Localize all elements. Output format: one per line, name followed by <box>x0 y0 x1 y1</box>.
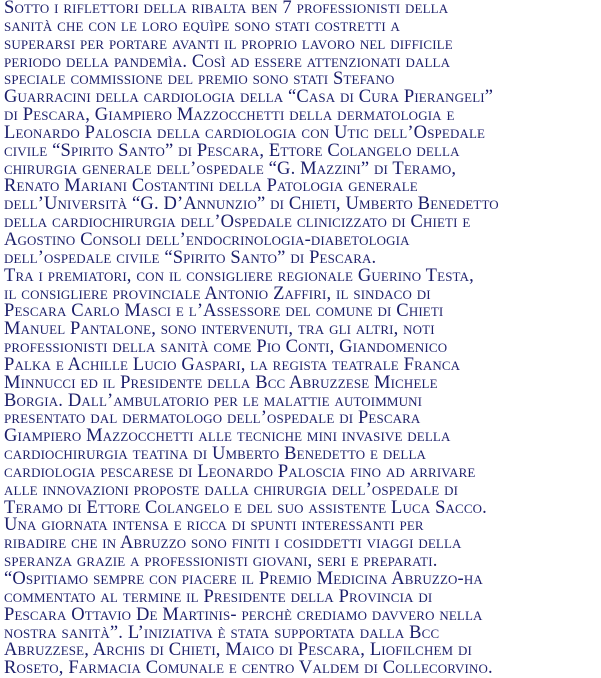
article-line: Roseto, Farmacia Comunale e centro Valdem di Collecorvino. <box>4 657 493 678</box>
article-line: presentato dal dermatologo dell’ospedale di Pescara <box>4 407 421 429</box>
article-line: Pescara Ottavio De Martinis- perchè crediamo davvero nella <box>4 603 483 625</box>
article-line: della cardiochirurgia dell’Ospedale clinicizzato di Chieti e <box>4 211 471 233</box>
article-line: di Pescara, Giampiero Mazzocchetti della dermatologia e <box>4 104 455 126</box>
article-line: chirurgia generale dell’ospedale “G. Mazzini” di Teramo, <box>4 157 457 179</box>
article-line: sanità che con le loro equìpe sono stati costretti a <box>4 14 401 36</box>
article-line: cardiochirurgia teatina di Umberto Benedetto e della <box>4 443 427 465</box>
article-line: periodo della pandemìa. Così ad essere attenzionati dalla <box>4 50 451 72</box>
article-line: Renato Mariani Costantini della Patologia generale <box>4 175 418 197</box>
article-line: superarsi per portare avanti il proprio lavoro nel difficile <box>4 32 453 54</box>
article-line: Manuel Pantalone, sono intervenuti, tra gli altri, noti <box>4 318 435 340</box>
article-line: professionisti della sanità come Pio Conti, Giandomenico <box>4 336 448 358</box>
article-line: Pescara Carlo Masci e l’Assessore del comune di Chieti <box>4 300 444 322</box>
article-line: Minnucci ed il Presidente della Bcc Abruzzese Michele <box>4 371 438 393</box>
article-line: il consigliere provinciale Antonio Zaffiri, il sindaco di <box>4 282 431 304</box>
article-line: nostra sanità”. L’iniziativa è stata supportata dalla Bcc <box>4 621 440 643</box>
article-line: Tra i premiatori, con il consigliere regionale Guerino Testa, <box>4 264 474 286</box>
article-line: Borgia. Dall’ambulatorio per le malattie autoimmuni <box>4 389 423 411</box>
article-line: Giampiero Mazzocchetti alle tecniche mini invasive della <box>4 425 451 447</box>
article-line: Abruzzese, Archis di Chieti, Maico di Pescara, Liofilchem di <box>4 639 472 661</box>
article-line: speciale commissione del premio sono stati Stefano <box>4 68 395 90</box>
article-line: Agostino Consoli dell’endocrinologia-diabetologia <box>4 228 410 250</box>
article-line: alle innovazioni proposte dalla chirurgia dell’ospedale di <box>4 478 459 500</box>
article-line: Sotto i riflettori della ribalta ben 7 professionisti della <box>4 0 449 18</box>
article-line: ribadire che in Abruzzo sono finiti i cosiddetti viaggi della <box>4 532 462 554</box>
article-line: commentato al termine il Presidente della Provincia di <box>4 585 433 607</box>
article-line: civile “Spirito Santo” di Pescara, Ettore Colangelo della <box>4 139 460 161</box>
article-line: Guarracini della cardiologia della “Casa di Cura Pierangeli” <box>4 86 494 108</box>
article-line: Palka e Achille Lucio Gaspari, la regista teatrale Franca <box>4 353 461 375</box>
article-line: Teramo di Ettore Colangelo e del suo assistente Luca Sacco. <box>4 496 487 518</box>
article-line: dell’Università “G. D’Annunzio” di Chieti, Umberto Benedetto <box>4 193 499 215</box>
article-line: dell’ospedale civile “Spirito Santo” di Pescara. <box>4 246 377 268</box>
article-line: cardiologia pescarese di Leonardo Paloscia fino ad arrivare <box>4 460 476 482</box>
article-line: “Ospitiamo sempre con piacere il Premio Medicina Abruzzo-ha <box>4 568 483 589</box>
article-line: Leonardo Paloscia della cardiologia con Utic dell’Ospedale <box>4 121 486 143</box>
article-body <box>4 0 600 677</box>
article-line: speranza grazie a professionisti giovani, seri e preparati. <box>4 550 438 572</box>
article-line: Una giornata intensa e ricca di spunti interessanti per <box>4 514 424 536</box>
